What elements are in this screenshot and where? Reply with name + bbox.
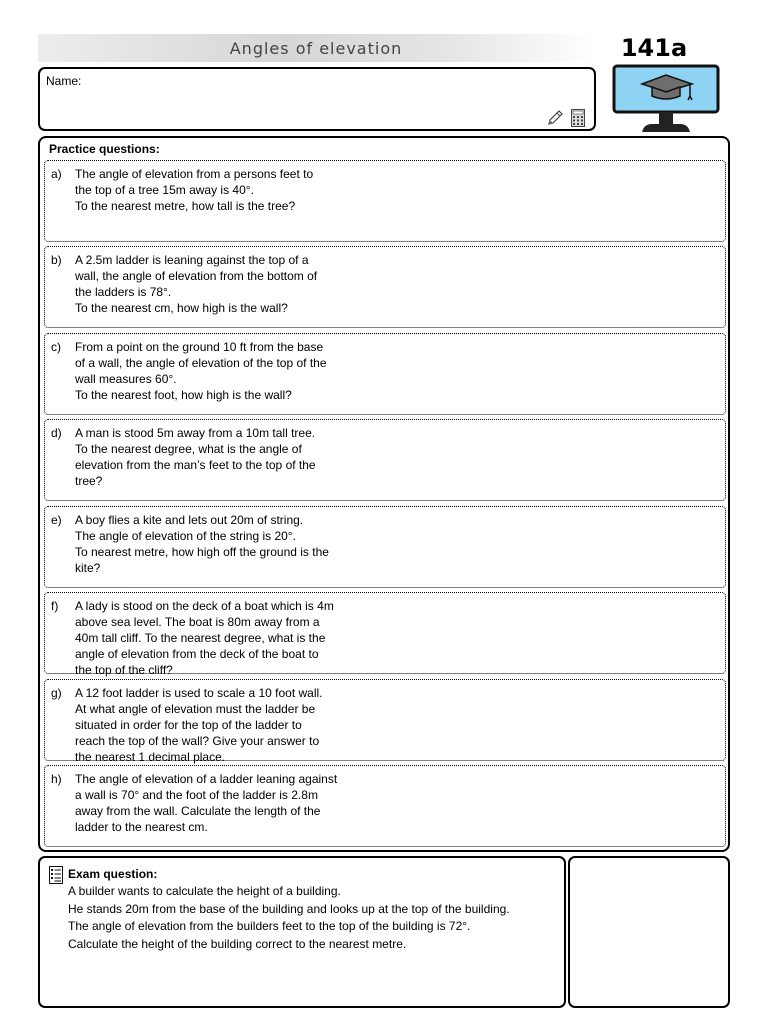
question-letter: h): [51, 772, 62, 786]
question-text: The angle of elevation of a ladder leaning against a wall is 70° and the foot of the ladder is 2.8m away from the wall. Calculate the length of the ladder to the nearest cm.: [75, 772, 338, 834]
question-text: From a point on the ground 10 ft from the base of a wall, the angle of elevation of the top of the wall measures 60°. To the nearest foot, how high is the wall?: [75, 340, 327, 402]
question-f[interactable]: [44, 592, 726, 677]
worksheet-title: Angles of elevation: [229, 38, 403, 58]
question-letter: b): [51, 253, 62, 267]
exam-question-text: A builder wants to calculate the height of a building. He stands 20m from the base of the building and looks up at the top of the building. The angle of elevation from the builders feet to the top of the building is 72°. Calculate the height of the building correct to the nearest metre.: [68, 884, 510, 951]
name-label: Name:: [46, 74, 82, 88]
question-text: A man is stood 5m away from a 10m tall tree. To the nearest degree, what is the angle of elevation from the man’s feet to the top of the tree?: [75, 426, 316, 488]
question-letter: g): [51, 686, 62, 700]
question-letter: e): [51, 513, 62, 527]
exam-answer-box[interactable]: [568, 856, 730, 1008]
question-text: The angle of elevation from a persons feet to the top of a tree 15m away is 40°. To the nearest metre, how tall is the tree?: [75, 167, 314, 213]
exam-heading: Exam question:: [68, 867, 158, 881]
question-letter: a): [51, 167, 62, 181]
checklist-icon: [49, 866, 63, 884]
question-letter: d): [51, 426, 62, 440]
question-c[interactable]: [44, 333, 726, 415]
question-text: A 2.5m ladder is leaning against the top of a wall, the angle of elevation from the bottom of the ladders is 78°. To the nearest cm, how high is the wall?: [75, 253, 318, 315]
question-d[interactable]: [44, 419, 726, 501]
calculator-icon: [571, 109, 585, 127]
question-letter: f): [51, 599, 59, 613]
question-text: A boy flies a kite and lets out 20m of string. The angle of elevation of the string is 20°. To nearest metre, how high off the ground is the kite?: [75, 513, 329, 575]
question-b[interactable]: [44, 246, 726, 328]
question-text: A lady is stood on the deck of a boat which is 4m above sea level. The boat is 80m away from a 40m tall cliff. To the nearest degree, what is the angle of elevation from the deck of the boat to the top of the cliff?: [75, 599, 334, 677]
name-box[interactable]: [38, 67, 596, 131]
question-letter: c): [51, 340, 61, 354]
question-e[interactable]: [44, 506, 726, 588]
exam-question-section[interactable]: [38, 856, 566, 1008]
title-bar: [38, 34, 594, 62]
question-text: A 12 foot ladder is used to scale a 10 foot wall. At what angle of elevation must the ladder be situated in order for the top of the ladder to reach the top of the wall? Give your answer to the nearest 1 decimal place.: [75, 686, 323, 764]
worksheet-code: 141a: [620, 34, 688, 62]
question-h[interactable]: [44, 765, 726, 847]
question-g[interactable]: [44, 679, 726, 764]
graduation-cap-monitor-icon: [612, 64, 722, 136]
question-a[interactable]: [44, 160, 726, 242]
pencil-icon: [546, 109, 564, 127]
practice-questions-section: [38, 136, 730, 852]
practice-heading: Practice questions:: [49, 142, 160, 156]
